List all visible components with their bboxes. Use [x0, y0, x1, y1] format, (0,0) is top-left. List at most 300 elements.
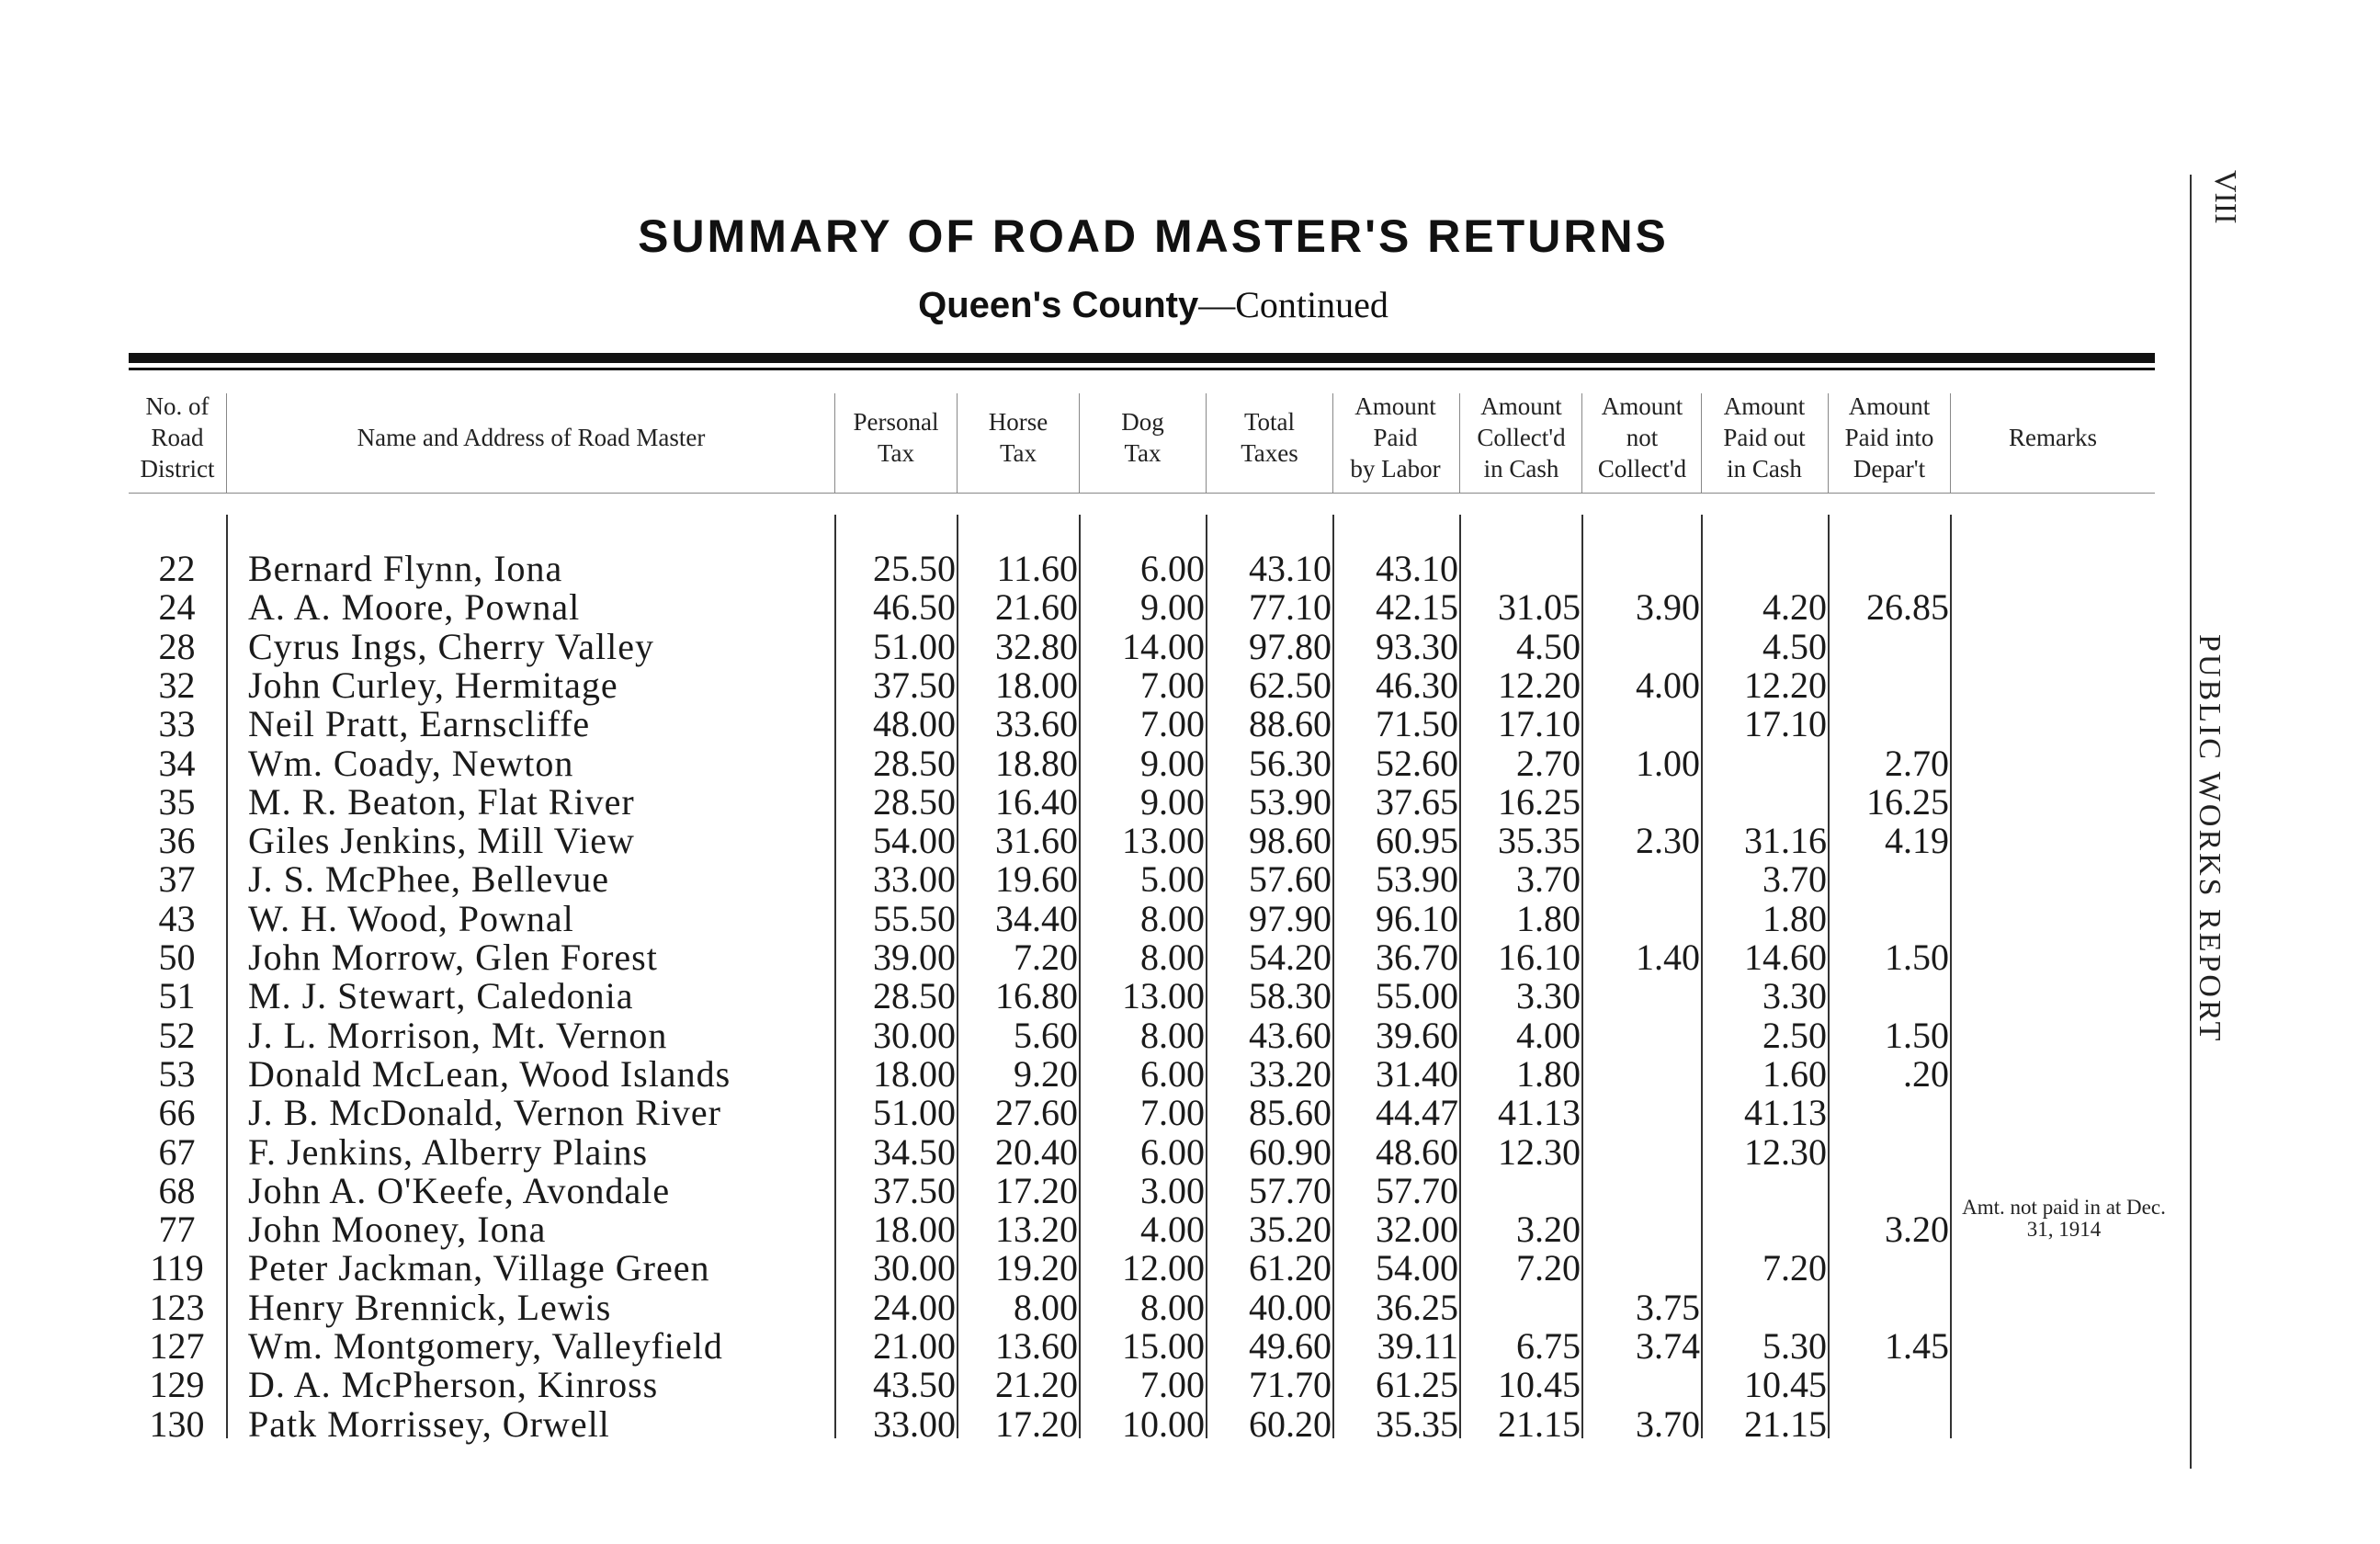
- cell-depart: [1830, 549, 1949, 588]
- cell-notcoll: [1583, 1209, 1700, 1249]
- cell-paidout: 21.15: [1744, 1402, 1827, 1445]
- cell-notcoll: 1.40: [1636, 937, 1700, 978]
- cell-total: 85.60: [1249, 1092, 1332, 1134]
- cell-cash: 17.10: [1498, 703, 1581, 745]
- cell-cash: 3.20: [1516, 1209, 1581, 1251]
- cell-paidout: [1703, 1288, 1827, 1327]
- cell-notcoll: 3.90: [1636, 586, 1700, 629]
- table-row: [0, 1016, 2380, 1055]
- cell-paidout: 31.16: [1744, 820, 1827, 862]
- cell-notcoll: 2.30: [1636, 820, 1700, 862]
- cell-notcoll: 4.00: [1636, 664, 1700, 706]
- cell-labor: 48.60: [1376, 1130, 1458, 1173]
- cell-personal: 25.50: [873, 548, 956, 589]
- cell-depart: [1830, 899, 1949, 938]
- cell-dog: 9.00: [1140, 780, 1205, 823]
- cell-notcoll: 3.75: [1636, 1286, 1700, 1328]
- cell-horse: 11.60: [996, 548, 1078, 589]
- cell-labor: 37.65: [1376, 780, 1458, 823]
- cell-labor: 52.60: [1376, 742, 1458, 784]
- cell-cash: 41.13: [1498, 1092, 1581, 1134]
- cell-total: 71.70: [1249, 1364, 1332, 1406]
- cell-name: Peter Jackman, Village Green: [248, 1247, 710, 1289]
- cell-horse: 16.80: [995, 975, 1078, 1017]
- cell-dog: 13.00: [1122, 975, 1205, 1017]
- header-horse-label: Horse Tax: [988, 407, 1048, 467]
- cell-dog: 15.00: [1122, 1325, 1205, 1367]
- cell-labor: 35.35: [1376, 1402, 1458, 1445]
- cell-depart: .20: [1903, 1052, 1949, 1095]
- cell-total: 49.60: [1249, 1325, 1332, 1367]
- cell-district: 77: [158, 1209, 196, 1251]
- cell-paidout: [1703, 782, 1827, 822]
- cell-cash: 7.20: [1516, 1247, 1581, 1289]
- cell-total: 54.20: [1249, 937, 1332, 978]
- cell-labor: 57.70: [1376, 1169, 1458, 1211]
- cell-name: D. A. McPherson, Kinross: [248, 1364, 659, 1406]
- cell-labor: 71.50: [1376, 703, 1458, 745]
- table-row: [0, 782, 2380, 822]
- cell-dog: 9.00: [1140, 742, 1205, 784]
- table-row: [0, 976, 2380, 1016]
- cell-name: John Curley, Hermitage: [248, 664, 618, 706]
- cell-total: 40.00: [1249, 1286, 1332, 1328]
- table-row: [0, 1288, 2380, 1327]
- table-row: [0, 899, 2380, 938]
- header-column-rule: [1332, 393, 1333, 493]
- cell-cash: 3.30: [1516, 975, 1581, 1017]
- cell-personal: 28.50: [873, 742, 956, 784]
- header-name: [228, 384, 834, 490]
- cell-cash: [1461, 549, 1581, 588]
- table-row: [0, 587, 2380, 627]
- cell-district: 32: [158, 664, 196, 706]
- cell-personal: 51.00: [873, 625, 956, 667]
- cell-dog: 8.00: [1140, 1286, 1205, 1328]
- header-remarks: [1952, 384, 2154, 490]
- column-header-divider: [129, 493, 2155, 494]
- header-district-label: No. of Road District: [140, 392, 215, 482]
- cell-paidout: [1703, 744, 1827, 783]
- cell-horse: 34.40: [995, 897, 1078, 939]
- cell-total: 61.20: [1249, 1247, 1332, 1289]
- cell-notcoll: 3.70: [1636, 1402, 1700, 1445]
- cell-personal: 33.00: [873, 1402, 956, 1445]
- header-notcoll: [1583, 384, 1701, 490]
- cell-labor: 32.00: [1376, 1209, 1458, 1251]
- header-column-rule: [1950, 393, 1951, 493]
- cell-dog: 4.00: [1140, 1209, 1205, 1251]
- cell-personal: 21.00: [873, 1325, 956, 1367]
- cell-cash: 35.35: [1498, 820, 1581, 862]
- cell-personal: 28.50: [873, 780, 956, 823]
- header-depart-label: Amount Paid into Depar't: [1844, 392, 1934, 482]
- cell-depart: [1830, 1365, 1949, 1404]
- cell-total: 53.90: [1249, 780, 1332, 823]
- cell-total: 56.30: [1249, 742, 1332, 784]
- cell-district: 33: [158, 703, 196, 745]
- cell-name: J. S. McPhee, Bellevue: [248, 858, 610, 901]
- cell-district: 34: [158, 742, 196, 784]
- cell-paidout: 5.30: [1762, 1325, 1827, 1367]
- cell-total: 77.10: [1249, 586, 1332, 629]
- header-column-rule: [1828, 393, 1829, 493]
- table-row: [0, 859, 2380, 899]
- cell-total: 57.70: [1249, 1169, 1332, 1211]
- cell-district: 129: [149, 1364, 205, 1406]
- cell-total: 88.60: [1249, 703, 1332, 745]
- cell-dog: 7.00: [1140, 1092, 1205, 1134]
- cell-labor: 42.15: [1376, 586, 1458, 629]
- cell-paidout: 3.30: [1762, 975, 1827, 1017]
- cell-personal: 51.00: [873, 1092, 956, 1134]
- cell-notcoll: [1583, 1054, 1700, 1094]
- cell-depart: [1830, 1132, 1949, 1172]
- cell-depart: [1830, 1093, 1949, 1132]
- cell-horse: 20.40: [995, 1130, 1078, 1173]
- cell-depart: 26.85: [1866, 586, 1949, 629]
- cell-dog: 6.00: [1140, 548, 1205, 589]
- cell-total: 97.90: [1249, 897, 1332, 939]
- table-row: [0, 937, 2380, 977]
- cell-name: Bernard Flynn, Iona: [248, 548, 563, 589]
- cell-depart: [1830, 859, 1949, 899]
- table-row: [0, 704, 2380, 744]
- header-column-rule: [1206, 393, 1207, 493]
- subtitle-county: Queen's County: [918, 285, 1199, 325]
- cell-name: Neil Pratt, Earnscliffe: [248, 703, 591, 745]
- cell-horse: 21.20: [995, 1364, 1078, 1406]
- cell-notcoll: [1583, 1016, 1700, 1055]
- cell-depart: 1.50: [1885, 1014, 1949, 1056]
- cell-paidout: 7.20: [1762, 1247, 1827, 1289]
- header-cash: [1460, 384, 1582, 490]
- cell-district: 67: [158, 1130, 196, 1173]
- cell-personal: 33.00: [873, 858, 956, 901]
- cell-depart: [1830, 1171, 1949, 1210]
- cell-name: W. H. Wood, Pownal: [248, 897, 574, 939]
- cell-name: John Morrow, Glen Forest: [248, 937, 658, 978]
- table-row: [0, 1248, 2380, 1288]
- header-column-rule: [1581, 393, 1582, 493]
- cell-paidout: 12.20: [1744, 664, 1827, 706]
- cell-total: 57.60: [1249, 858, 1332, 901]
- header-total-label: Total Taxes: [1241, 407, 1298, 467]
- header-horse: [958, 384, 1078, 490]
- cell-personal: 48.00: [873, 703, 956, 745]
- table-row: [0, 665, 2380, 705]
- cell-paidout: [1703, 549, 1827, 588]
- cell-depart: 3.20: [1885, 1209, 1949, 1251]
- header-paidout-label: Amount Paid out in Cash: [1723, 392, 1806, 482]
- cell-depart: [1830, 976, 1949, 1016]
- cell-horse: 9.20: [1014, 1052, 1078, 1095]
- cell-dog: 8.00: [1140, 1014, 1205, 1056]
- cell-labor: 44.47: [1376, 1092, 1458, 1134]
- cell-horse: 32.80: [995, 625, 1078, 667]
- cell-district: 52: [158, 1014, 196, 1056]
- cell-dog: 8.00: [1140, 937, 1205, 978]
- cell-name: A. A. Moore, Pownal: [248, 586, 581, 629]
- cell-district: 35: [158, 780, 196, 823]
- header-column-rule: [834, 393, 835, 493]
- cell-horse: 5.60: [1014, 1014, 1078, 1056]
- cell-paidout: 12.30: [1744, 1130, 1827, 1173]
- cell-district: 66: [158, 1092, 196, 1134]
- table-row: [0, 1326, 2380, 1366]
- cell-name: M. R. Beaton, Flat River: [248, 780, 635, 823]
- cell-horse: 21.60: [995, 586, 1078, 629]
- cell-cash: 31.05: [1498, 586, 1581, 629]
- header-column-rule: [1459, 393, 1460, 493]
- table-row: [0, 1404, 2380, 1444]
- cell-paidout: [1703, 1171, 1827, 1210]
- header-labor: [1332, 384, 1458, 490]
- cell-personal: 37.50: [873, 664, 956, 706]
- cell-notcoll: [1583, 1093, 1700, 1132]
- cell-labor: 36.25: [1376, 1286, 1458, 1328]
- cell-horse: 13.60: [995, 1325, 1078, 1367]
- cell-notcoll: [1583, 704, 1700, 744]
- header-notcoll-label: Amount not Collect'd: [1597, 392, 1687, 482]
- cell-horse: 8.00: [1014, 1286, 1078, 1328]
- cell-horse: 18.80: [995, 742, 1078, 784]
- cell-name: F. Jenkins, Alberry Plains: [248, 1130, 649, 1173]
- cell-dog: 9.00: [1140, 586, 1205, 629]
- cell-name: Giles Jenkins, Mill View: [248, 820, 635, 862]
- cell-name: M. J. Stewart, Caledonia: [248, 975, 634, 1017]
- cell-district: 43: [158, 897, 196, 939]
- cell-dog: 13.00: [1122, 820, 1205, 862]
- cell-depart: [1830, 1288, 1949, 1327]
- table-row: [0, 1093, 2380, 1132]
- cell-name: J. L. Morrison, Mt. Vernon: [248, 1014, 668, 1056]
- page-subtitle: [0, 283, 2306, 326]
- header-paidout: [1702, 384, 1827, 490]
- cell-paidout: 1.60: [1762, 1052, 1827, 1095]
- cell-horse: 27.60: [995, 1092, 1078, 1134]
- header-labor-label: Amount Paid by Labor: [1350, 392, 1441, 482]
- cell-labor: 39.11: [1377, 1325, 1458, 1367]
- cell-dog: 3.00: [1140, 1169, 1205, 1211]
- cell-depart: [1830, 1404, 1949, 1444]
- cell-notcoll: [1583, 549, 1700, 588]
- header-total: [1207, 384, 1332, 490]
- cell-total: 60.90: [1249, 1130, 1332, 1173]
- cell-cash: 2.70: [1516, 742, 1581, 784]
- header-cash-label: Amount Collect'd in Cash: [1477, 392, 1566, 482]
- cell-district: 53: [158, 1052, 196, 1095]
- cell-notcoll: [1583, 899, 1700, 938]
- cell-total: 98.60: [1249, 820, 1332, 862]
- cell-district: 36: [158, 820, 196, 862]
- cell-paidout: [1703, 1209, 1827, 1249]
- cell-depart: [1830, 627, 1949, 666]
- cell-dog: 10.00: [1122, 1402, 1205, 1445]
- cell-depart: 1.45: [1885, 1325, 1949, 1367]
- cell-notcoll: [1583, 1132, 1700, 1172]
- cell-district: 50: [158, 937, 196, 978]
- cell-labor: 39.60: [1376, 1014, 1458, 1056]
- cell-name: Henry Brennick, Lewis: [248, 1286, 612, 1328]
- table-row: [0, 1365, 2380, 1404]
- cell-personal: 46.50: [873, 586, 956, 629]
- header-column-rule: [226, 393, 227, 493]
- cell-labor: 96.10: [1376, 897, 1458, 939]
- page-number: VIII: [2208, 170, 2242, 224]
- cell-dog: 14.00: [1122, 625, 1205, 667]
- cell-labor: 36.70: [1376, 937, 1458, 978]
- cell-total: 60.20: [1249, 1402, 1332, 1445]
- cell-total: 97.80: [1249, 625, 1332, 667]
- header-column-rule: [957, 393, 958, 493]
- cell-cash: 3.70: [1516, 858, 1581, 901]
- cell-name: John A. O'Keefe, Avondale: [248, 1169, 671, 1211]
- cell-horse: 33.60: [995, 703, 1078, 745]
- cell-district: 119: [150, 1247, 204, 1289]
- cell-horse: 16.40: [995, 780, 1078, 823]
- cell-personal: 37.50: [873, 1169, 956, 1211]
- cell-cash: 16.10: [1498, 937, 1581, 978]
- cell-district: 37: [158, 858, 196, 901]
- header-personal-label: Personal Tax: [853, 407, 939, 467]
- cell-cash: 10.45: [1498, 1364, 1581, 1406]
- cell-personal: 34.50: [873, 1130, 956, 1173]
- running-head: PUBLIC WORKS REPORT: [2193, 634, 2227, 1044]
- cell-total: 35.20: [1249, 1209, 1332, 1251]
- cell-horse: 31.60: [995, 820, 1078, 862]
- cell-personal: 43.50: [873, 1364, 956, 1406]
- header-column-rule: [1701, 393, 1702, 493]
- cell-labor: 43.10: [1376, 548, 1458, 589]
- cell-paidout: 10.45: [1744, 1364, 1827, 1406]
- cell-personal: 39.00: [873, 937, 956, 978]
- remarks-cell-77: Amt. not paid in at Dec. 31, 1914: [1962, 1196, 2166, 1241]
- cell-labor: 54.00: [1376, 1247, 1458, 1289]
- table-row: [0, 1132, 2380, 1172]
- cell-depart: 4.19: [1885, 820, 1949, 862]
- cell-dog: 7.00: [1140, 1364, 1205, 1406]
- cell-labor: 46.30: [1376, 664, 1458, 706]
- cell-dog: 12.00: [1122, 1247, 1205, 1289]
- cell-district: 68: [158, 1169, 196, 1211]
- cell-cash: [1461, 1288, 1581, 1327]
- cell-total: 43.10: [1249, 548, 1332, 589]
- cell-cash: 4.50: [1516, 625, 1581, 667]
- subtitle-continued: —Continued: [1198, 284, 1388, 325]
- cell-paidout: 4.20: [1762, 586, 1827, 629]
- cell-paidout: 4.50: [1762, 625, 1827, 667]
- cell-horse: 19.60: [995, 858, 1078, 901]
- cell-labor: 61.25: [1376, 1364, 1458, 1406]
- cell-depart: [1830, 665, 1949, 705]
- header-rule-thick: [129, 353, 2155, 363]
- header-dog: [1081, 384, 1205, 490]
- header-depart: [1829, 384, 1950, 490]
- header-remarks-label: Remarks: [2009, 423, 2097, 451]
- cell-cash: 4.00: [1516, 1014, 1581, 1056]
- cell-horse: 13.20: [995, 1209, 1078, 1251]
- cell-horse: 7.20: [1014, 937, 1078, 978]
- cell-depart: 16.25: [1866, 780, 1949, 823]
- cell-dog: 5.00: [1140, 858, 1205, 901]
- cell-notcoll: [1583, 859, 1700, 899]
- cell-labor: 31.40: [1376, 1052, 1458, 1095]
- cell-cash: 12.20: [1498, 664, 1581, 706]
- table-row: [0, 549, 2380, 588]
- cell-district: 123: [149, 1286, 205, 1328]
- cell-personal: 28.50: [873, 975, 956, 1017]
- cell-notcoll: [1583, 1248, 1700, 1288]
- cell-personal: 18.00: [873, 1209, 956, 1251]
- cell-labor: 53.90: [1376, 858, 1458, 901]
- cell-notcoll: 1.00: [1636, 742, 1700, 784]
- cell-dog: 8.00: [1140, 897, 1205, 939]
- cell-name: J. B. McDonald, Vernon River: [248, 1092, 721, 1134]
- cell-notcoll: [1583, 627, 1700, 666]
- cell-labor: 55.00: [1376, 975, 1458, 1017]
- cell-personal: 18.00: [873, 1052, 956, 1095]
- cell-depart: 2.70: [1885, 742, 1949, 784]
- header-name-label: Name and Address of Road Master: [357, 423, 706, 451]
- table-row: [0, 627, 2380, 666]
- cell-paidout: 1.80: [1762, 897, 1827, 939]
- cell-dog: 6.00: [1140, 1052, 1205, 1095]
- cell-cash: 1.80: [1516, 1052, 1581, 1095]
- cell-paidout: 41.13: [1744, 1092, 1827, 1134]
- cell-cash: 6.75: [1516, 1325, 1581, 1367]
- cell-notcoll: [1583, 782, 1700, 822]
- header-district: [129, 384, 226, 490]
- cell-labor: 93.30: [1376, 625, 1458, 667]
- table-row: [0, 744, 2380, 783]
- cell-personal: 54.00: [873, 820, 956, 862]
- header-dog-label: Dog Tax: [1121, 407, 1164, 467]
- cell-name: Donald McLean, Wood Islands: [248, 1052, 731, 1095]
- cell-district: 51: [158, 975, 196, 1017]
- cell-district: 22: [158, 548, 196, 589]
- header-column-rule: [1079, 393, 1080, 493]
- cell-notcoll: [1583, 1171, 1700, 1210]
- cell-cash: 12.30: [1498, 1130, 1581, 1173]
- cell-name: John Mooney, Iona: [248, 1209, 547, 1251]
- cell-notcoll: 3.74: [1636, 1325, 1700, 1367]
- cell-personal: 24.00: [873, 1286, 956, 1328]
- cell-cash: 16.25: [1498, 780, 1581, 823]
- cell-district: 28: [158, 625, 196, 667]
- cell-depart: [1830, 1248, 1949, 1288]
- table-row: [0, 1054, 2380, 1094]
- cell-name: Wm. Montgomery, Valleyfield: [248, 1325, 723, 1367]
- cell-district: 127: [149, 1325, 205, 1367]
- cell-depart: [1830, 704, 1949, 744]
- cell-notcoll: [1583, 1365, 1700, 1404]
- cell-name: Cyrus Ings, Cherry Valley: [248, 625, 654, 667]
- cell-district: 24: [158, 586, 196, 629]
- cell-horse: 17.20: [995, 1169, 1078, 1211]
- cell-personal: 30.00: [873, 1014, 956, 1056]
- page-title: SUMMARY OF ROAD MASTER'S RETURNS: [638, 210, 1669, 262]
- cell-paidout: 17.10: [1744, 703, 1827, 745]
- cell-horse: 17.20: [995, 1402, 1078, 1445]
- cell-dog: 7.00: [1140, 664, 1205, 706]
- cell-personal: 30.00: [873, 1247, 956, 1289]
- cell-cash: 21.15: [1498, 1402, 1581, 1445]
- cell-district: 130: [149, 1402, 205, 1445]
- cell-notcoll: [1583, 976, 1700, 1016]
- cell-dog: 6.00: [1140, 1130, 1205, 1173]
- cell-name: Wm. Coady, Newton: [248, 742, 574, 784]
